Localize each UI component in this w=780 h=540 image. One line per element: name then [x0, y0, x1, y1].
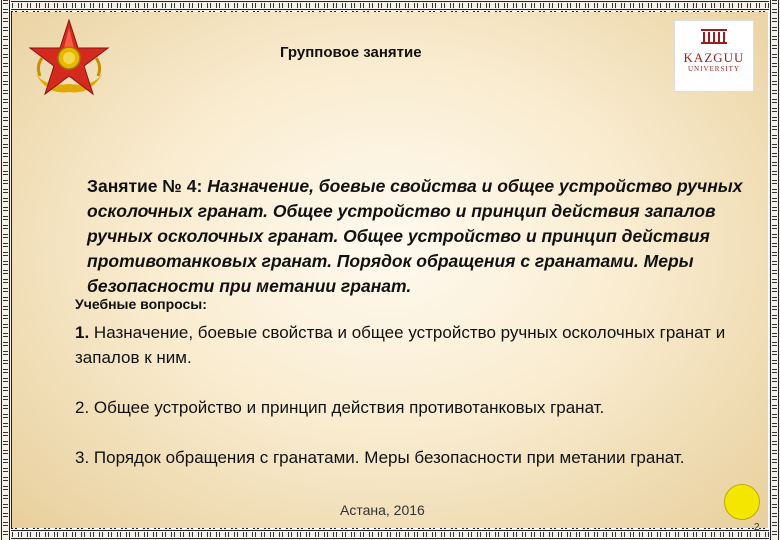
- list-item: [75, 320, 735, 370]
- border-top: [0, 0, 780, 11]
- logo-name: KAZGUU: [683, 50, 745, 65]
- border-bottom: [0, 529, 780, 540]
- page-title: Групповое занятие: [280, 44, 422, 61]
- lesson-title: [87, 174, 747, 299]
- logo-building-icon: [699, 27, 729, 45]
- questions-heading: Учебные вопросы:: [75, 296, 207, 312]
- red-star-emblem-icon: [26, 18, 112, 100]
- question-number: 1.: [75, 323, 90, 342]
- lesson-text: Назначение, боевые свойства и общее устройство ручных осколочных гранат. Общее устройство и принцип действия запалов ручных осколочных гранат. Общее устройство и принцип действия противотанковых гранат. Порядок обращения с гранатами. Меры безопасности при метании гранат.: [87, 176, 743, 296]
- kazguu-logo: [674, 20, 754, 92]
- page-number: 2: [754, 522, 760, 533]
- question-text: Назначение, боевые свойства и общее устройство ручных осколочных гранат и запалов к ним.: [75, 323, 726, 367]
- slide: [12, 12, 768, 533]
- questions-list: [75, 296, 735, 495]
- logo-subtitle: UNIVERSITY: [688, 65, 740, 73]
- border-right: [769, 0, 780, 540]
- list-item: [75, 445, 735, 470]
- footer-city-date: Астана, 2016: [340, 502, 425, 518]
- question-text: 3. Порядок обращения с гранатами. Меры безопасности при метании гранат.: [75, 448, 685, 467]
- question-text: 2. Общее устройство и принцип действия противотанковых гранат.: [75, 398, 605, 417]
- action-button[interactable]: [724, 484, 760, 520]
- lesson-label: Занятие № 4:: [87, 176, 203, 196]
- border-left: [0, 0, 11, 540]
- list-item: [75, 395, 735, 420]
